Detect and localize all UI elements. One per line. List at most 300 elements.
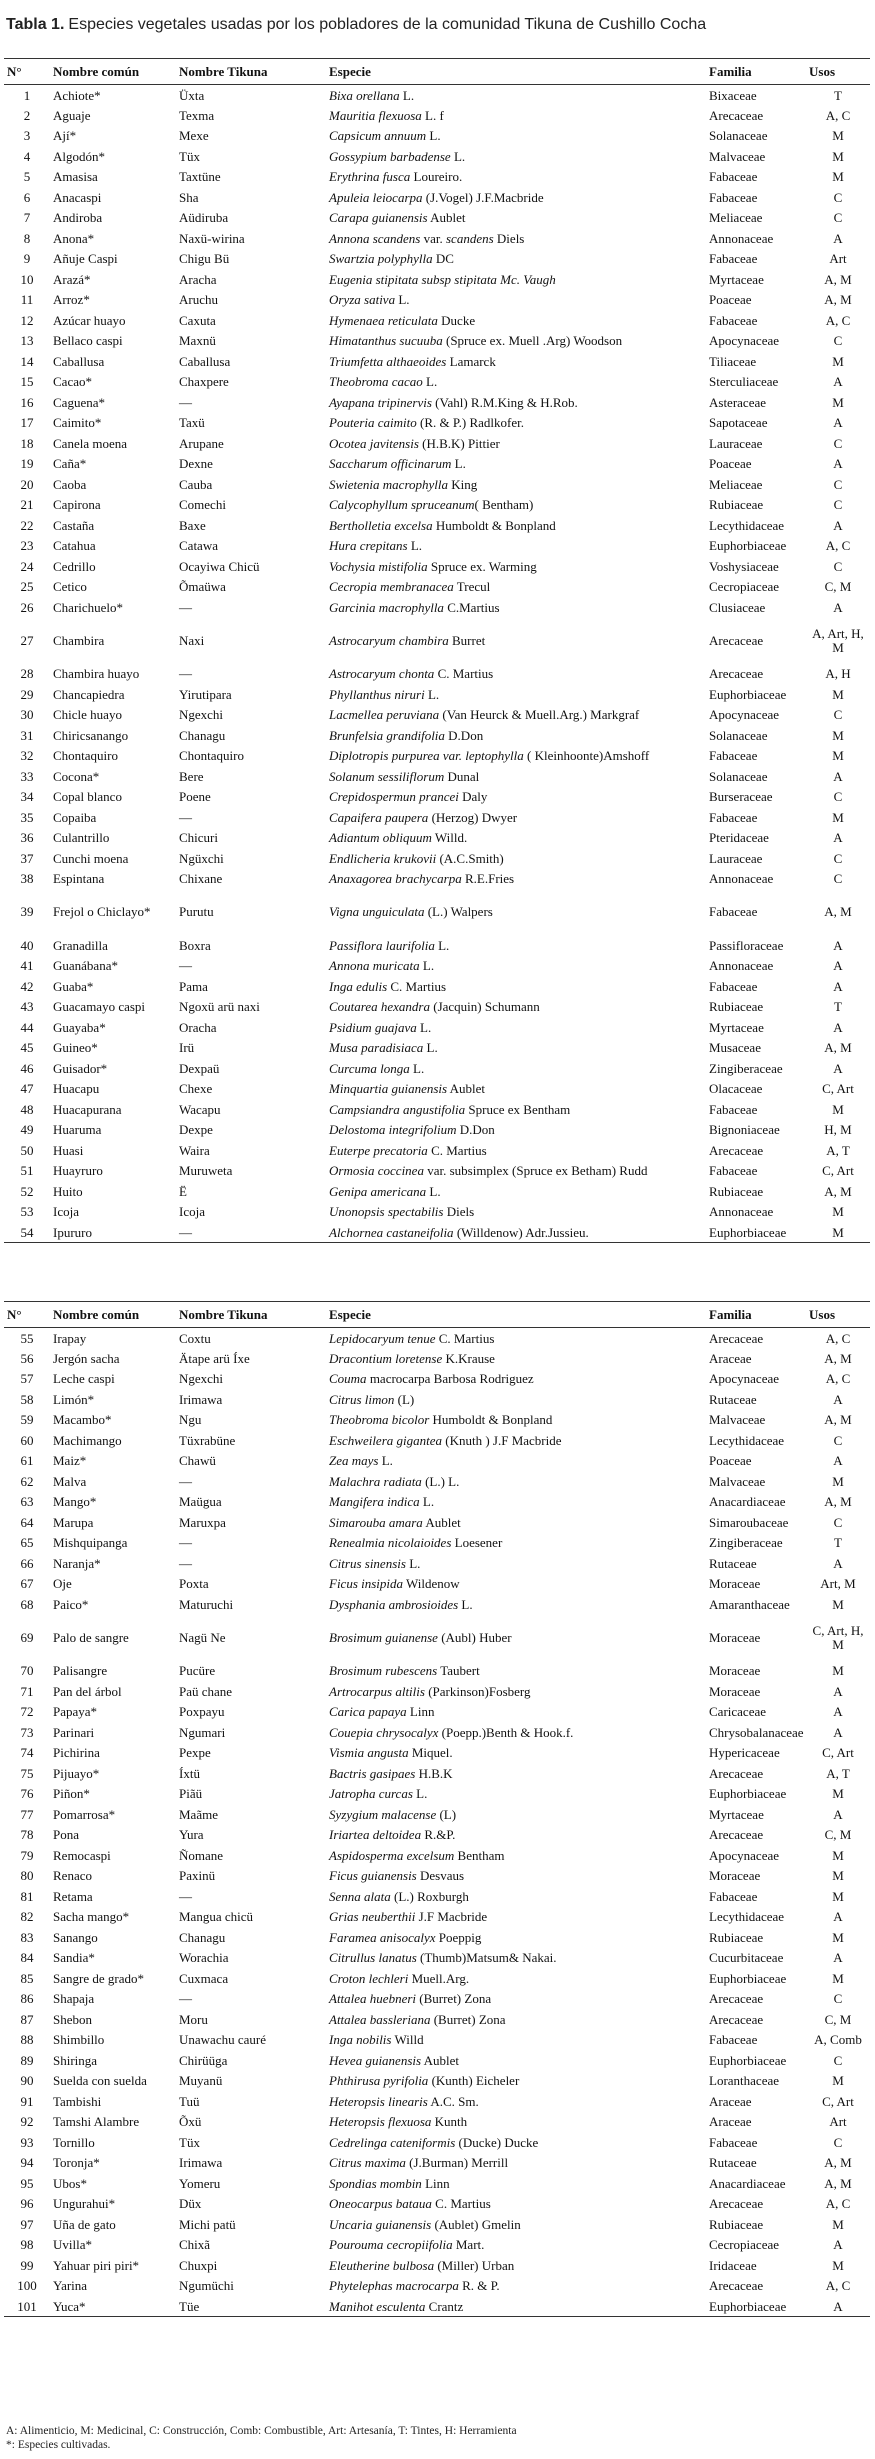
cell-species (326, 1615, 706, 1661)
cell-family: Fabaceae (709, 2032, 758, 2048)
header-uses: Usos (806, 59, 870, 85)
species-binomial: Bixa orellana (329, 87, 400, 103)
cell-tikuna-name: Chaxpere (179, 374, 229, 390)
cell-uses: A (833, 1909, 843, 1925)
species-binomial: Endlicheria krukovii (329, 850, 437, 866)
species-authority: L. (426, 128, 441, 144)
table-row (4, 310, 870, 331)
cell-uses: C (833, 476, 843, 492)
cell-species (326, 413, 706, 434)
cell-family: Euphorbiaceae (706, 1222, 806, 1243)
cell-family: Cecropiaceae (709, 579, 780, 595)
cell-common-name: Tamshi Alambre (53, 2114, 140, 2130)
cell-family: Anacardiaceae (709, 1494, 786, 1510)
cell-family: Solanaceae (709, 727, 768, 743)
cell-number: 66 (20, 1555, 34, 1571)
species-authority: A.C. Sm. (427, 2093, 479, 2109)
cell-common-name: Castaña (53, 517, 95, 533)
cell-common-name: Icoja (53, 1204, 79, 1220)
table-body-part-2 (4, 1328, 870, 2317)
cell-species (326, 1968, 706, 1989)
cell-common-name: Pona (53, 1827, 79, 1843)
cell-species (326, 310, 706, 331)
cell-family: Simaroubaceae (709, 1514, 789, 1530)
species-authority: H.B.K (415, 1765, 453, 1781)
cell-common-name: Papaya* (53, 1704, 98, 1720)
cell-common-name: Parinari (53, 1724, 95, 1740)
species-binomial: Swietenia macrophylla (329, 476, 449, 492)
cell-common-name: Yarina (53, 2278, 88, 2294)
species-binomial: Crepidospermun prancei (329, 789, 459, 805)
cell-number: 20 (20, 476, 34, 492)
cell-common-name: Caballusa (53, 353, 105, 369)
cell-common-name: Achiote* (53, 87, 101, 103)
cell-family: Voshysiaceae (709, 558, 779, 574)
cell-number: 79 (20, 1847, 34, 1863)
species-binomial: Couma (329, 1371, 367, 1387)
cell-family: Rutaceae (709, 1391, 757, 1407)
table-header-row (4, 59, 870, 85)
table-row (4, 2235, 870, 2256)
cell-uses: C (833, 2134, 843, 2150)
cell-species (326, 828, 706, 849)
cell-number: 22 (20, 517, 34, 533)
species-authority: L. (378, 1453, 393, 1469)
cell-number: 56 (20, 1350, 34, 1366)
cell-uses: C, Art, H, M (812, 1622, 864, 1652)
cell-uses: M (832, 1847, 844, 1863)
cell-number: 26 (20, 599, 34, 615)
cell-uses: A (833, 1391, 843, 1407)
cell-family: Malvaceae (709, 1473, 766, 1489)
cell-number: 9 (23, 251, 31, 267)
cell-uses: M (832, 1101, 844, 1117)
cell-uses: M (832, 1970, 844, 1986)
cell-common-name: Huito (53, 1183, 83, 1199)
cell-number: 65 (20, 1535, 34, 1551)
cell-tikuna-name: Moru (179, 2011, 208, 2027)
species-authority: K.Krause (442, 1350, 495, 1366)
cell-tikuna-name: Tüx (179, 148, 200, 164)
cell-family: Annonaceae (709, 958, 774, 974)
cell-species (326, 2030, 706, 2051)
cell-family: Pteridaceae (709, 830, 769, 846)
species-binomial: Lepidocaryum tenue (329, 1330, 436, 1346)
cell-common-name: Paico* (53, 1596, 89, 1612)
cell-species (326, 1430, 706, 1451)
species-binomial: Syzygium malacense (329, 1806, 437, 1822)
species-binomial: Mangifera indica (329, 1494, 420, 1510)
cell-common-name: Catahua (53, 538, 96, 554)
cell-common-name: Naranja* (53, 1555, 101, 1571)
species-binomial: Delostoma integrifolium (329, 1122, 457, 1138)
table-row (4, 126, 870, 147)
cell-species (326, 331, 706, 352)
cell-tikuna-name: Poxpayu (179, 1704, 225, 1720)
cell-uses: A (833, 1453, 843, 1469)
cell-number: 86 (20, 1991, 34, 2007)
table-row (4, 1594, 870, 1615)
cell-common-name: Yuca* (50, 2296, 176, 2317)
cell-species (326, 2153, 706, 2174)
cell-common-name: Sangre de grado* (53, 1970, 144, 1986)
cell-uses: M (832, 1204, 844, 1220)
cell-tikuna-name: Chanagu (179, 727, 226, 743)
cell-family: Loranthaceae (709, 2073, 780, 2089)
cell-uses: C, Art (822, 2093, 854, 2109)
species-binomial: Phyllanthus niruri (329, 686, 425, 702)
cell-species (326, 290, 706, 311)
species-binomial: Euterpe precatoria (329, 1142, 428, 1158)
cell-number: 68 (20, 1596, 34, 1612)
cell-family: Burseraceae (709, 789, 773, 805)
species-authority: L. (419, 958, 435, 974)
cell-tikuna-name: Chixã (179, 2237, 211, 2253)
species-binomial: Senna alata (329, 1888, 391, 1904)
table-row (4, 2112, 870, 2133)
cell-family: Arecaceae (709, 107, 764, 123)
cell-number: 89 (20, 2052, 34, 2068)
table-row (4, 1389, 870, 1410)
species-binomial: Heteropsis flexuosa (329, 2114, 432, 2130)
cell-uses: M (832, 353, 844, 369)
cell-uses: M (832, 809, 844, 825)
cell-species (326, 848, 706, 869)
cell-tikuna-name: Sha (179, 189, 199, 205)
cell-family: Moraceae (709, 1663, 761, 1679)
species-authority: Aublet (422, 1514, 461, 1530)
cell-tikuna-name: Comechi (179, 497, 226, 513)
cell-species (326, 1348, 706, 1369)
cell-uses: A, H (825, 666, 851, 682)
cell-number: 1 (23, 87, 31, 103)
cell-species (326, 664, 706, 685)
table-row (4, 290, 870, 311)
cell-common-name: Shiringa (53, 2052, 98, 2068)
cell-tikuna-name: Maãme (179, 1806, 218, 1822)
cell-uses: A, M (824, 1040, 852, 1056)
table-row (4, 807, 870, 828)
cell-species (326, 1948, 706, 1969)
cell-species (326, 2194, 706, 2215)
cell-species (326, 935, 706, 956)
cell-common-name: Amasisa (53, 169, 98, 185)
species-binomial: Simarouba amara (329, 1514, 423, 1530)
cell-number: 77 (20, 1806, 34, 1822)
table-row (4, 1017, 870, 1038)
cell-tikuna-name: Ngüxchi (179, 850, 224, 866)
species-binomial: Apuleia leiocarpa (329, 189, 423, 205)
species-binomial: Carapa guianensis (329, 210, 428, 226)
species-authority: (J.Vogel) J.F.Macbride (422, 189, 544, 205)
species-binomial: Uncaria guianensis (329, 2216, 432, 2232)
cell-common-name: Uvilla* (53, 2237, 92, 2253)
cell-family: Fabaceae (709, 2134, 758, 2150)
cell-uses: C, M (824, 1827, 852, 1843)
cell-uses: C, Art (822, 1163, 854, 1179)
cell-number: 67 (20, 1576, 34, 1592)
cell-tikuna-name: Paxinü (179, 1868, 216, 1884)
cell-common-name: Copaiba (53, 809, 97, 825)
cell-uses: C (833, 435, 843, 451)
species-binomial: Inga nobilis (329, 2032, 392, 2048)
header-tikuna-name: Nombre Tikuna (176, 59, 326, 85)
species-authority: C.Martius (443, 599, 500, 615)
cell-number: 71 (20, 1683, 34, 1699)
species-binomial: Oryza sativa (329, 292, 396, 308)
table-row (4, 1681, 870, 1702)
cell-family: Zingiberaceae (709, 1535, 783, 1551)
species-binomial: Mauritia flexuosa (329, 107, 422, 123)
species-binomial: Grias neuberthii (329, 1909, 416, 1925)
cell-common-name: Sanango (53, 1929, 98, 1945)
cell-tikuna-name: Muruweta (179, 1163, 233, 1179)
cell-species (326, 1825, 706, 1846)
cell-uses: A, C (825, 1371, 851, 1387)
cell-tikuna-name: Chanagu (179, 1929, 226, 1945)
cell-species (326, 392, 706, 413)
table-row (4, 2173, 870, 2194)
species-binomial: Lacmellea peruviana (329, 707, 440, 723)
species-authority: (Willdenow) Adr.Jussieu. (453, 1224, 589, 1240)
cell-species (326, 1099, 706, 1120)
cell-tikuna-name: Chexe (179, 1081, 213, 1097)
cell-family: Moraceae (709, 1683, 761, 1699)
cell-family: Myrtaceae (709, 1019, 764, 1035)
cell-number: 60 (20, 1432, 34, 1448)
species-authority: (R. & P.) Radlkofer. (416, 415, 524, 431)
species-authority: D.Don (444, 727, 484, 743)
table-footnotes (6, 2424, 517, 2452)
cell-species (326, 1907, 706, 1928)
cell-tikuna-name: Waira (179, 1142, 210, 1158)
species-binomial: Attalea bassleriana (329, 2011, 431, 2027)
cell-species (326, 618, 706, 664)
species-binomial: Ormosia coccinea (329, 1163, 424, 1179)
cell-common-name: Mishquipanga (53, 1535, 128, 1551)
cell-family: Passifloraceae (709, 937, 784, 953)
species-binomial: Swartzia polyphylla (329, 251, 433, 267)
header-uses: Usos (806, 1302, 870, 1328)
cell-uses: M (832, 1663, 844, 1679)
cell-common-name: Cetico (53, 579, 87, 595)
cell-species (326, 1471, 706, 1492)
cell-tikuna-name: Maturuchi (179, 1596, 234, 1612)
cell-species (326, 1079, 706, 1100)
species-binomial: Curcuma longa (329, 1060, 410, 1076)
cell-number: 18 (20, 435, 34, 451)
table-row (4, 1038, 870, 1059)
species-authority: L. f (421, 107, 444, 123)
species-authority: Mart. (452, 2237, 485, 2253)
species-binomial: Renealmia nicolaioides (329, 1535, 452, 1551)
table-row (4, 1451, 870, 1472)
cell-number: 8 (23, 230, 31, 246)
cell-uses: C (833, 871, 843, 887)
cell-tikuna-name: Poene (179, 789, 211, 805)
species-binomial: Ficus insipida (329, 1576, 404, 1592)
cell-tikuna-name: Íxtü (179, 1765, 200, 1781)
cell-species (326, 249, 706, 270)
species-authority: (Parkinson)Fosberg (424, 1683, 531, 1699)
cell-number: 64 (20, 1514, 34, 1530)
species-authority: ( Bentham) (474, 497, 534, 513)
species-binomial: Eleutherine bulbosa (329, 2257, 435, 2273)
cell-uses: A (833, 1683, 843, 1699)
cell-tikuna-name: Ë (179, 1183, 187, 1199)
table-row (4, 1845, 870, 1866)
cell-species (326, 1866, 706, 1887)
species-authority: C. Martius (431, 2196, 491, 2212)
species-authority: var. subsimplex (Spruce ex Betham) Rudd (423, 1163, 648, 1179)
cell-uses: A, M (824, 904, 852, 919)
cell-common-name: Malva (53, 1473, 87, 1489)
cell-number: 7 (23, 210, 31, 226)
cell-uses: A (833, 599, 843, 615)
table-row (4, 1907, 870, 1928)
cell-family: Fabaceae (709, 748, 758, 764)
cell-species (326, 269, 706, 290)
species-binomial: Diplotropis purpurea var. leptophylla (329, 748, 524, 764)
cell-tikuna-name: Maügua (179, 1494, 222, 1510)
cell-number: 2 (23, 107, 31, 123)
table-row (4, 1763, 870, 1784)
cell-uses: A (833, 1060, 843, 1076)
cell-species (326, 787, 706, 808)
species-binomial: Genipa americana (329, 1183, 427, 1199)
cell-common-name: Guaba* (53, 978, 94, 994)
table-row (4, 618, 870, 664)
cell-uses: Art (829, 251, 847, 267)
cell-family: Tiliaceae (709, 353, 757, 369)
cell-family: Arecaceae (709, 2278, 764, 2294)
cell-species (326, 1722, 706, 1743)
cell-species (326, 2276, 706, 2297)
table-row (4, 351, 870, 372)
cell-common-name: Tornillo (53, 2134, 95, 2150)
cell-tikuna-name: Taxtüne (179, 169, 221, 185)
table-row (4, 1804, 870, 1825)
cell-tikuna-name: Irimawa (179, 1391, 223, 1407)
cell-uses: C (833, 1432, 843, 1448)
cell-uses: A, C (825, 107, 851, 123)
cell-tikuna-name: Wacapu (179, 1101, 221, 1117)
cell-family: Musaceae (709, 1040, 761, 1056)
cell-species (326, 433, 706, 454)
cell-uses: A, T (826, 1765, 850, 1781)
table-row (4, 1099, 870, 1120)
cell-family: Arecaceae (709, 1991, 764, 2007)
cell-common-name: Chancapiedra (53, 686, 125, 702)
cell-tikuna-name: Paü chane (179, 1683, 233, 1699)
cell-common-name: Caoba (53, 476, 87, 492)
cell-tikuna-name: Dexpe (179, 1122, 213, 1138)
cell-species (326, 705, 706, 726)
cell-uses: T (834, 87, 842, 103)
cell-uses: A (833, 1555, 843, 1571)
cell-species (326, 976, 706, 997)
cell-common-name: Ungurahui* (53, 2196, 116, 2212)
cell-family: Caricaceae (709, 1704, 767, 1720)
species-binomial: Jatropha curcas (329, 1786, 413, 1802)
cell-species (326, 1763, 706, 1784)
cell-tikuna-name: Chuxpi (179, 2257, 218, 2273)
cell-common-name: Chicle huayo (53, 707, 122, 723)
cell-species (326, 1410, 706, 1431)
cell-common-name: Cacao* (53, 374, 92, 390)
cell-species (326, 1553, 706, 1574)
cell-species (326, 474, 706, 495)
cell-uses: A, C (825, 2196, 851, 2212)
cell-tikuna-name: — (179, 1555, 192, 1571)
cell-number: 91 (20, 2093, 34, 2109)
cell-uses: A, Art, H, M (812, 625, 864, 655)
species-authority: (Burret) Zona (430, 2011, 506, 2027)
cell-number: 27 (20, 632, 34, 648)
table-row (4, 2214, 870, 2235)
cell-family: Anacardiaceae (709, 2175, 786, 2191)
cell-common-name: Limón* (53, 1391, 95, 1407)
cell-number: 61 (20, 1453, 34, 1469)
species-authority: Willd (391, 2032, 424, 2048)
species-binomial: Manihot esculenta (329, 2298, 426, 2314)
table-row (4, 597, 870, 618)
cell-uses: C (833, 850, 843, 866)
cell-family: Arecaceae (709, 1142, 764, 1158)
species-binomial: Musa paradisiaca (329, 1040, 424, 1056)
species-authority: L. (450, 148, 466, 164)
cell-family: Euphorbiaceae (709, 1786, 787, 1802)
species-binomial: Couepia chrysocalyx (329, 1724, 439, 1740)
table-row (4, 1886, 870, 1907)
species-authority: (Miller) Urban (434, 2257, 515, 2273)
cell-tikuna-name: Maruxpa (179, 1514, 226, 1530)
cell-tikuna-name: Ätape arü Íxe (179, 1350, 250, 1366)
species-authority: (Kunth) Eicheler (428, 2073, 520, 2089)
cell-uses: C, Art (822, 1081, 854, 1097)
table-row (4, 1702, 870, 1723)
cell-tikuna-name: Mexe (179, 128, 209, 144)
cell-number: 35 (20, 809, 34, 825)
species-binomial: Anaxagorea brachycarpa (329, 871, 462, 887)
cell-common-name: Huacapu (53, 1081, 100, 1097)
cell-uses: M (832, 2216, 844, 2232)
species-binomial: Phthirusa pyrifolia (329, 2073, 429, 2089)
cell-species (326, 597, 706, 618)
cell-common-name: Suelda con suelda (53, 2073, 147, 2089)
species-authority: Aublet (447, 1081, 486, 1097)
cell-common-name: Maiz* (53, 1453, 87, 1469)
cell-species (326, 1222, 706, 1243)
species-authority: Aublet (427, 210, 466, 226)
cell-species (326, 1038, 706, 1059)
cell-species (326, 187, 706, 208)
cell-species (326, 807, 706, 828)
cell-species (326, 1804, 706, 1825)
species-binomial: Inga edulis (329, 978, 388, 994)
cell-uses: M (832, 148, 844, 164)
species-binomial: Artrocarpus altilis (329, 1683, 425, 1699)
cell-common-name: Pichirina (53, 1745, 100, 1761)
table-row (4, 664, 870, 685)
cell-family: Sapotaceae (709, 415, 768, 431)
cell-number: 6 (23, 189, 31, 205)
cell-number: 82 (20, 1909, 34, 1925)
cell-family: Zingiberaceae (709, 1060, 783, 1076)
cell-tikuna-name: — (179, 394, 192, 410)
table-row (4, 146, 870, 167)
table-row (4, 746, 870, 767)
